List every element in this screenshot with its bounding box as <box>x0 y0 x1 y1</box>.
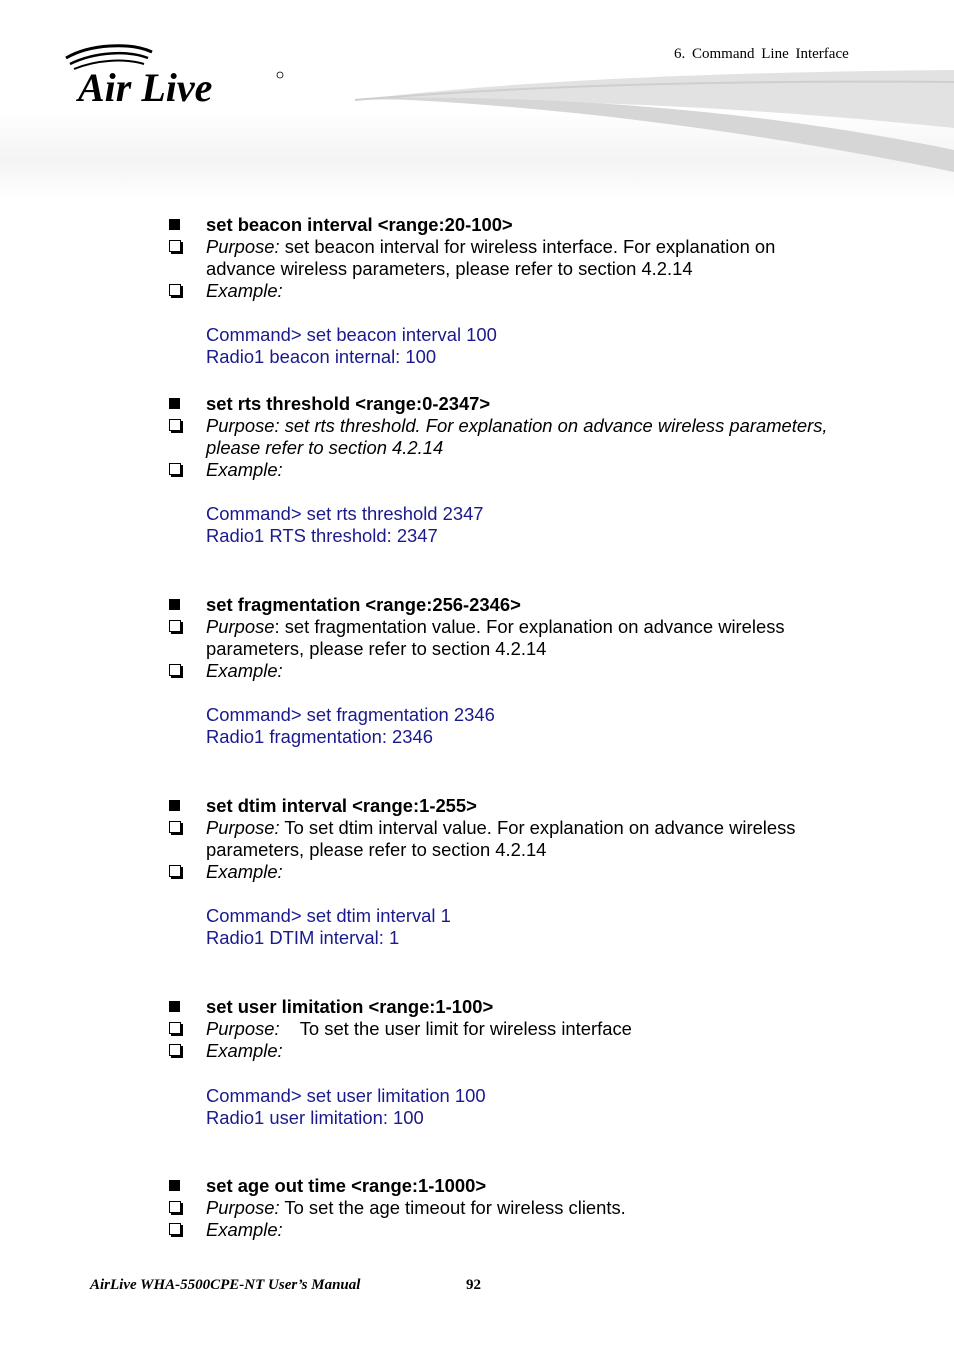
checkbox-bullet-icon <box>169 463 181 475</box>
footer-manual-title: AirLive WHA-5500CPE-NT User’s Manual <box>90 1277 361 1293</box>
section-bullet-icon <box>169 1001 180 1012</box>
code-line: Radio1 DTIM interval: 1 <box>206 927 400 948</box>
purpose-line <box>206 236 775 258</box>
purpose-text-continued: parameters, please refer to section 4.2.14 <box>206 638 547 659</box>
example-label: Example: <box>206 1219 283 1240</box>
purpose-text-continued: parameters, please refer to section 4.2.14 <box>206 839 547 860</box>
purpose-label: Purpose: <box>206 236 280 257</box>
checkbox-bullet-icon <box>169 620 181 632</box>
code-line: Command> set fragmentation 2346 <box>206 704 495 725</box>
purpose-text-continued: please refer to section 4.2.14 <box>206 437 444 458</box>
purpose-text: : set fragmentation value. For explanation on advance wireless <box>274 616 785 637</box>
code-line: Radio1 user limitation: 100 <box>206 1107 424 1128</box>
code-line: Radio1 RTS threshold: 2347 <box>206 525 438 546</box>
example-label: Example: <box>206 459 283 480</box>
purpose-label: Purpose: set rts threshold. For explanation on advance wireless parameters, <box>206 415 828 436</box>
code-line: Command> set dtim interval 1 <box>206 905 451 926</box>
checkbox-bullet-icon <box>169 1201 181 1213</box>
example-label: Example: <box>206 280 283 301</box>
section-bullet-icon <box>169 599 180 610</box>
purpose-text: set beacon interval for wireless interface. For explanation on <box>279 236 776 257</box>
section-heading: set age out time <range:1-1000> <box>206 1175 487 1196</box>
section-heading: set fragmentation <range:256-2346> <box>206 594 521 615</box>
code-line: Command> set beacon interval 100 <box>206 324 497 345</box>
code-line: Command> set rts threshold 2347 <box>206 503 484 524</box>
purpose-text: To set the age timeout for wireless clients. <box>279 1197 626 1218</box>
checkbox-bullet-icon <box>169 1022 181 1034</box>
purpose-label: Purpose: <box>206 1018 280 1039</box>
code-line: Radio1 fragmentation: 2346 <box>206 726 433 747</box>
section-heading: set dtim interval <range:1-255> <box>206 795 477 816</box>
purpose-label: Purpose: <box>206 1197 280 1218</box>
purpose-text: To set dtim interval value. For explanation on advance wireless <box>279 817 796 838</box>
section-bullet-icon <box>169 800 180 811</box>
chapter-title: 6. Command Line Interface <box>674 46 849 62</box>
purpose-line <box>206 616 785 638</box>
checkbox-bullet-icon <box>169 1044 181 1056</box>
code-line: Command> set user limitation 100 <box>206 1085 486 1106</box>
example-label: Example: <box>206 1040 283 1061</box>
section-bullet-icon <box>169 219 180 230</box>
footer-page-number: 92 <box>466 1277 481 1293</box>
purpose-line <box>206 817 796 839</box>
checkbox-bullet-icon <box>169 419 181 431</box>
purpose-label: Purpose: <box>206 817 280 838</box>
section-bullet-icon <box>169 398 180 409</box>
section-bullet-icon <box>169 1180 180 1191</box>
example-label: Example: <box>206 660 283 681</box>
checkbox-bullet-icon <box>169 865 181 877</box>
purpose-text-continued: advance wireless parameters, please refer to section 4.2.14 <box>206 258 693 279</box>
logo-text: Air Live <box>78 65 213 110</box>
purpose-text: To set the user limit for wireless interface <box>279 1018 632 1039</box>
purpose-label: Purpose <box>206 616 275 637</box>
example-label: Example: <box>206 861 283 882</box>
checkbox-bullet-icon <box>169 240 181 252</box>
section-heading: set beacon interval <range:20-100> <box>206 214 513 235</box>
purpose-line <box>206 1197 626 1219</box>
section-heading: set rts threshold <range:0-2347> <box>206 393 491 414</box>
checkbox-bullet-icon <box>169 664 181 676</box>
checkbox-bullet-icon <box>169 284 181 296</box>
purpose-line <box>206 1018 632 1040</box>
code-line: Radio1 beacon internal: 100 <box>206 346 437 367</box>
section-heading: set user limitation <range:1-100> <box>206 996 494 1017</box>
checkbox-bullet-icon <box>169 821 181 833</box>
checkbox-bullet-icon <box>169 1223 181 1235</box>
